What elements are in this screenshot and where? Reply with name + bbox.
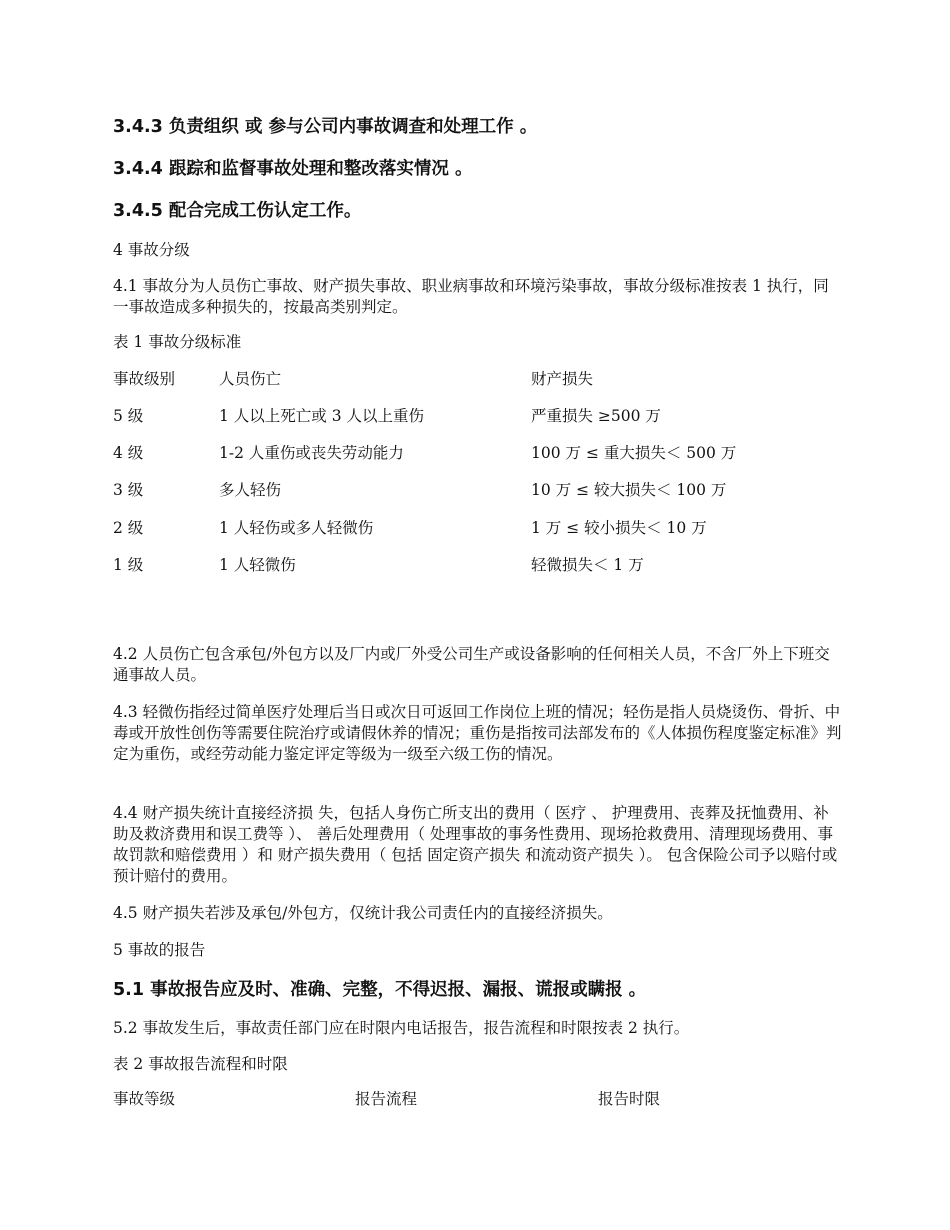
- table-2-header-level: 事故等级: [113, 1090, 176, 1108]
- table-row: [113, 516, 873, 540]
- table-1-header-row: [113, 367, 873, 391]
- table-cell-level: 4 级: [113, 444, 144, 462]
- table-row: [113, 441, 873, 465]
- table-row: [113, 478, 873, 502]
- table-cell-property: 1 万 ≤ 较小损失＜ 10 万: [531, 519, 707, 537]
- paragraph-4-4: 4.4 财产损失统计直接经济损 失，包括人身伤亡所支出的费用（ 医疗 、 护理费用、丧葬及抚恤费用、补助及救济费用和误工费等 ）、 善后处理费用（ 处理事故的事务性费用、现场抢救费用、清理现场费用、事故罚款和赔偿费用 ）和 财产损失费用（ 包括 固定资产损失 和流动资产损失 ）。 包含保险公司予以赔付或预计赔付的费用。: [113, 804, 838, 885]
- section-5-title: 5 事故的报告: [113, 941, 206, 959]
- table-2-header-deadline: 报告时限: [598, 1090, 661, 1108]
- paragraph-5-2: 5.2 事故发生后，事故责任部门应在时限内电话报告，报告流程和时限按表 2 执行。: [113, 1019, 690, 1037]
- paragraph-4-1: 4.1 事故分为人员伤亡事故、财产损失事故、职业病事故和环境污染事故，事故分级标准按表 1 执行，同一事故造成多种损失的，按最高类别判定。: [113, 277, 829, 316]
- paragraph-4-3: 4.3 轻微伤指经过简单医疗处理后当日或次日可返回工作岗位上班的情况；轻伤是指人员烧烫伤、骨折、中毒或开放性创伤等需要住院治疗或请假休养的情况；重伤是指按司法部发布的《人体损伤程度鉴定标准》判定为重伤，或经劳动能力鉴定评定等级为一级至六级工伤的情况。: [113, 703, 842, 763]
- table-cell-casualty: 1 人轻伤或多人轻微伤: [219, 519, 374, 537]
- table-2-caption: 表 2 事故报告流程和时限: [113, 1055, 288, 1073]
- table-cell-casualty: 多人轻伤: [219, 481, 282, 499]
- table-cell-property: 严重损失 ≥500 万: [531, 407, 661, 425]
- table-cell-casualty: 1-2 人重伤或丧失劳动能力: [219, 444, 404, 462]
- table-cell-level: 2 级: [113, 519, 144, 537]
- table-row: [113, 404, 873, 428]
- paragraph-4-2: 4.2 人员伤亡包含承包/外包方以及厂内或厂外受公司生产或设备影响的任何相关人员，不含厂外上下班交通事故人员。: [113, 645, 830, 684]
- table-2-header-process: 报告流程: [355, 1090, 418, 1108]
- table-1-header-property: 财产损失: [531, 370, 594, 388]
- table-cell-casualty: 1 人以上死亡或 3 人以上重伤: [219, 407, 425, 425]
- table-row: [113, 553, 873, 577]
- table-cell-property: 10 万 ≤ 较大损失＜ 100 万: [531, 481, 727, 499]
- heading-3-4-4: 3.4.4 跟踪和监督事故处理和整改落实情况 。: [113, 159, 473, 179]
- heading-3-4-5: 3.4.5 配合完成工伤认定工作。: [113, 201, 362, 221]
- table-cell-property: 100 万 ≤ 重大损失＜ 500 万: [531, 444, 737, 462]
- paragraph-4-5: 4.5 财产损失若涉及承包/外包方，仅统计我公司责任内的直接经济损失。: [113, 904, 613, 922]
- table-cell-property: 轻微损失＜ 1 万: [531, 556, 644, 574]
- table-cell-level: 1 级: [113, 556, 144, 574]
- table-1-caption: 表 1 事故分级标准: [113, 333, 242, 351]
- table-1-header-casualty: 人员伤亡: [219, 370, 282, 388]
- heading-5-1: 5.1 事故报告应及时、准确、完整，不得迟报、漏报、谎报或瞒报 。: [113, 980, 647, 1000]
- section-4-title: 4 事故分级: [113, 241, 190, 259]
- table-cell-casualty: 1 人轻微伤: [219, 556, 296, 574]
- heading-3-4-3: 3.4.3 负责组织 或 参与公司内事故调查和处理工作 。: [113, 117, 538, 137]
- table-cell-level: 3 级: [113, 481, 144, 499]
- table-1-header-level: 事故级别: [113, 370, 176, 388]
- table-2-header-row: [113, 1087, 873, 1111]
- table-cell-level: 5 级: [113, 407, 144, 425]
